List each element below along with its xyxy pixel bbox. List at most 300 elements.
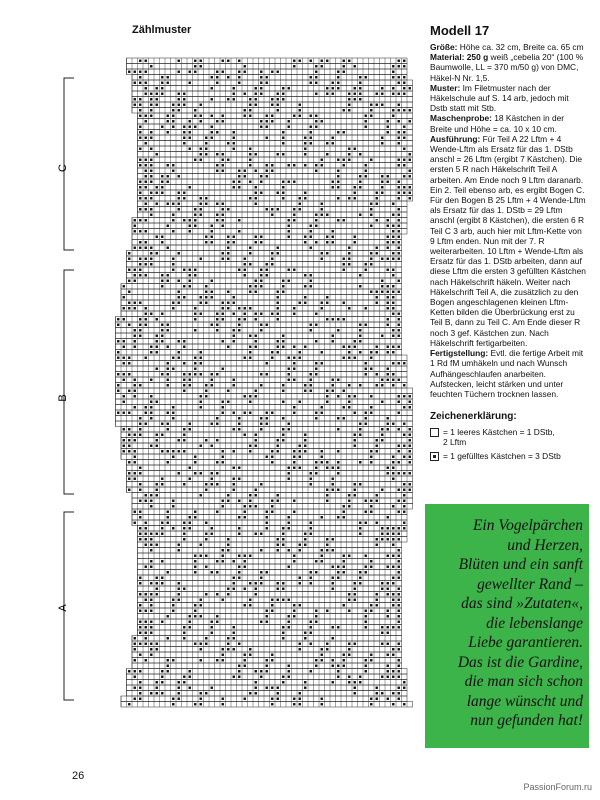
filled-cell	[233, 450, 235, 452]
filled-cell	[403, 192, 405, 194]
filled-cell	[392, 346, 394, 348]
filled-cell	[370, 203, 372, 205]
filled-cell	[178, 192, 180, 194]
filled-cell	[139, 126, 141, 128]
filled-cell	[178, 175, 180, 177]
filled-cell	[260, 269, 262, 271]
filled-cell	[194, 214, 196, 216]
filled-cell	[150, 137, 152, 139]
filled-cell	[348, 357, 350, 359]
filled-cell	[189, 274, 191, 276]
filled-cell	[398, 181, 400, 183]
filled-cell	[167, 225, 169, 227]
filled-cell	[398, 395, 400, 397]
filled-cell	[167, 203, 169, 205]
filled-cell	[409, 170, 411, 172]
filled-cell	[205, 395, 207, 397]
filled-cell	[123, 379, 125, 381]
filled-cell	[244, 318, 246, 320]
filled-cell	[348, 153, 350, 155]
filled-cell	[189, 137, 191, 139]
filled-cell	[205, 384, 207, 386]
filled-cell	[282, 439, 284, 441]
filled-cell	[172, 258, 174, 260]
filled-cell	[134, 395, 136, 397]
filled-cell	[409, 87, 411, 89]
filled-cell	[200, 302, 202, 304]
filled-cell	[381, 379, 383, 381]
filled-cell	[211, 296, 213, 298]
filled-cell	[310, 137, 312, 139]
filled-cell	[387, 379, 389, 381]
filled-cell	[299, 104, 301, 106]
filled-cell	[365, 423, 367, 425]
filled-cell	[293, 362, 295, 364]
filled-cell	[211, 98, 213, 100]
filled-cell	[161, 423, 163, 425]
filled-cell	[288, 230, 290, 232]
filled-cell	[183, 93, 185, 95]
filled-cell	[332, 390, 334, 392]
filled-cell	[409, 197, 411, 199]
filled-cell	[282, 401, 284, 403]
grid-row	[121, 443, 413, 449]
filled-cell	[183, 219, 185, 221]
filled-cell	[359, 186, 361, 188]
filled-cell	[376, 302, 378, 304]
filled-cell	[200, 313, 202, 315]
filled-cell	[359, 93, 361, 95]
filled-cell	[189, 230, 191, 232]
filled-cell	[321, 159, 323, 161]
filled-cell	[398, 379, 400, 381]
filled-cell	[117, 324, 119, 326]
filled-cell	[150, 197, 152, 199]
grid-row	[132, 245, 402, 251]
filled-cell	[343, 258, 345, 260]
filled-cell	[211, 126, 213, 128]
filled-cell	[233, 428, 235, 430]
filled-cell	[381, 439, 383, 441]
filled-cell	[227, 346, 229, 348]
filled-cell	[315, 368, 317, 370]
filled-cell	[150, 208, 152, 210]
filled-cell	[139, 335, 141, 337]
filled-cell	[359, 423, 361, 425]
filled-cell	[332, 241, 334, 243]
filled-cell	[398, 208, 400, 210]
filled-cell	[348, 384, 350, 386]
filled-cell	[139, 302, 141, 304]
filled-cell	[145, 423, 147, 425]
filled-cell	[403, 395, 405, 397]
filled-cell	[293, 208, 295, 210]
filled-cell	[139, 71, 141, 73]
filled-cell	[315, 93, 317, 95]
filled-cell	[233, 148, 235, 150]
filled-cell	[370, 357, 372, 359]
grid-row	[121, 289, 402, 295]
filled-cell	[139, 318, 141, 320]
filled-cell	[172, 412, 174, 414]
filled-cell	[392, 109, 394, 111]
filled-cell	[189, 428, 191, 430]
filled-cell	[139, 241, 141, 243]
grid-row	[132, 86, 413, 92]
filled-cell	[200, 214, 202, 216]
filled-cell	[387, 428, 389, 430]
filled-cell	[304, 274, 306, 276]
filled-cell	[376, 450, 378, 452]
filled-cell	[145, 307, 147, 309]
filled-cell	[299, 203, 301, 205]
filled-cell	[282, 434, 284, 436]
filled-cell	[150, 214, 152, 216]
filled-cell	[167, 76, 169, 78]
filled-cell	[134, 346, 136, 348]
filled-cell	[260, 423, 262, 425]
filled-cell	[139, 274, 141, 276]
filled-cell	[387, 225, 389, 227]
filled-cell	[222, 159, 224, 161]
filled-cell	[387, 318, 389, 320]
filled-cell	[376, 296, 378, 298]
grid-row	[132, 80, 413, 86]
filled-cell	[277, 247, 279, 249]
filled-cell	[332, 230, 334, 232]
filled-cell	[216, 313, 218, 315]
filled-cell	[249, 247, 251, 249]
filled-cell	[222, 203, 224, 205]
grid-row	[116, 355, 408, 361]
filled-cell	[398, 230, 400, 232]
filled-cell	[139, 384, 141, 386]
filled-cell	[315, 164, 317, 166]
filled-cell	[167, 247, 169, 249]
filled-cell	[381, 434, 383, 436]
filled-cell	[266, 324, 268, 326]
filled-cell	[403, 423, 405, 425]
filled-cell	[216, 131, 218, 133]
filled-cell	[145, 93, 147, 95]
filled-cell	[337, 76, 339, 78]
filled-cell	[134, 247, 136, 249]
filled-cell	[381, 401, 383, 403]
filled-cell	[249, 159, 251, 161]
filled-cell	[134, 280, 136, 282]
filled-cell	[117, 390, 119, 392]
filled-cell	[172, 104, 174, 106]
filled-cell	[211, 445, 213, 447]
filled-cell	[321, 456, 323, 458]
filled-cell	[211, 137, 213, 139]
filled-cell	[260, 274, 262, 276]
filled-cell	[222, 401, 224, 403]
filled-cell	[370, 109, 372, 111]
filled-cell	[293, 181, 295, 183]
filled-cell	[337, 175, 339, 177]
filled-cell	[211, 324, 213, 326]
filled-cell	[376, 247, 378, 249]
grid-row	[121, 300, 402, 306]
filled-cell	[216, 324, 218, 326]
filled-cell	[156, 335, 158, 337]
filled-cell	[376, 192, 378, 194]
filled-cell	[403, 164, 405, 166]
filled-cell	[139, 164, 141, 166]
filled-cell	[222, 115, 224, 117]
filled-cell	[381, 93, 383, 95]
filled-cell	[271, 412, 273, 414]
filled-cell	[244, 65, 246, 67]
filled-cell	[403, 109, 405, 111]
filled-cell	[244, 115, 246, 117]
filled-cell	[348, 93, 350, 95]
filled-cell	[398, 109, 400, 111]
filled-cell	[365, 120, 367, 122]
filled-cell	[392, 423, 394, 425]
filled-cell	[398, 247, 400, 249]
filled-cell	[233, 142, 235, 144]
filled-cell	[172, 307, 174, 309]
filled-cell	[370, 351, 372, 353]
filled-cell	[288, 428, 290, 430]
filled-cell	[134, 225, 136, 227]
filled-cell	[161, 329, 163, 331]
filled-cell	[216, 214, 218, 216]
filled-cell	[398, 164, 400, 166]
filled-cell	[150, 159, 152, 161]
filled-cell	[194, 357, 196, 359]
filled-cell	[216, 71, 218, 73]
filled-cell	[337, 219, 339, 221]
filled-cell	[211, 230, 213, 232]
filled-cell	[409, 434, 411, 436]
filled-cell	[271, 164, 273, 166]
filled-cell	[189, 71, 191, 73]
filled-cell	[134, 329, 136, 331]
filled-cell	[343, 417, 345, 419]
filled-cell	[200, 296, 202, 298]
filled-cell	[398, 76, 400, 78]
filled-cell	[145, 313, 147, 315]
filled-cell	[189, 373, 191, 375]
filled-cell	[156, 318, 158, 320]
filled-cell	[409, 175, 411, 177]
filled-cell	[172, 406, 174, 408]
filled-cell	[409, 120, 411, 122]
filled-cell	[200, 258, 202, 260]
filled-cell	[238, 170, 240, 172]
filled-cell	[398, 214, 400, 216]
filled-cell	[381, 192, 383, 194]
filled-cell	[315, 82, 317, 84]
filled-cell	[299, 357, 301, 359]
filled-cell	[282, 131, 284, 133]
filled-cell	[299, 456, 301, 458]
filled-cell	[321, 351, 323, 353]
filled-cell	[370, 395, 372, 397]
filled-cell	[343, 269, 345, 271]
filled-cell	[161, 313, 163, 315]
filled-cell	[409, 450, 411, 452]
filled-cell	[200, 148, 202, 150]
filled-cell	[359, 98, 361, 100]
filled-cell	[134, 82, 136, 84]
filled-cell	[365, 412, 367, 414]
filled-cell	[260, 280, 262, 282]
filled-cell	[260, 384, 262, 386]
filled-cell	[194, 126, 196, 128]
filled-cell	[288, 357, 290, 359]
filled-cell	[299, 197, 301, 199]
filled-cell	[139, 60, 141, 62]
filled-cell	[161, 186, 163, 188]
filled-cell	[222, 208, 224, 210]
filled-cell	[123, 445, 125, 447]
filled-cell	[233, 384, 235, 386]
filled-cell	[238, 76, 240, 78]
filled-cell	[348, 258, 350, 260]
filled-cell	[233, 93, 235, 95]
filled-cell	[365, 164, 367, 166]
filled-cell	[409, 395, 411, 397]
filled-cell	[403, 175, 405, 177]
filled-cell	[233, 379, 235, 381]
filled-cell	[134, 439, 136, 441]
filled-cell	[194, 368, 196, 370]
filled-cell	[293, 115, 295, 117]
filled-cell	[255, 390, 257, 392]
filled-cell	[354, 340, 356, 342]
filled-cell	[172, 219, 174, 221]
filled-cell	[233, 131, 235, 133]
filled-cell	[134, 390, 136, 392]
filled-cell	[365, 126, 367, 128]
filled-cell	[249, 98, 251, 100]
filled-cell	[139, 428, 141, 430]
filled-cell	[145, 60, 147, 62]
filled-cell	[156, 203, 158, 205]
filled-cell	[370, 291, 372, 293]
filled-cell	[266, 164, 268, 166]
filled-cell	[178, 340, 180, 342]
filled-cell	[172, 269, 174, 271]
filled-cell	[315, 65, 317, 67]
filled-cell	[381, 87, 383, 89]
filled-cell	[271, 120, 273, 122]
filled-cell	[123, 450, 125, 452]
filled-cell	[359, 384, 361, 386]
filled-cell	[348, 401, 350, 403]
filled-cell	[200, 159, 202, 161]
filled-cell	[216, 318, 218, 320]
filled-cell	[282, 197, 284, 199]
filled-cell	[238, 307, 240, 309]
filled-cell	[161, 340, 163, 342]
filled-cell	[255, 280, 257, 282]
filled-cell	[277, 346, 279, 348]
filled-cell	[200, 153, 202, 155]
filled-cell	[161, 87, 163, 89]
filled-cell	[238, 230, 240, 232]
filled-cell	[392, 313, 394, 315]
filled-cell	[183, 131, 185, 133]
filled-cell	[277, 291, 279, 293]
filled-cell	[299, 208, 301, 210]
filled-cell	[370, 263, 372, 265]
filled-cell	[189, 269, 191, 271]
filled-cell	[403, 93, 405, 95]
filled-cell	[337, 87, 339, 89]
filled-cell	[403, 76, 405, 78]
filled-cell	[376, 104, 378, 106]
filled-cell	[134, 274, 136, 276]
filled-cell	[139, 82, 141, 84]
filled-cell	[310, 142, 312, 144]
filled-cell	[299, 60, 301, 62]
filled-cell	[172, 164, 174, 166]
filled-cell	[310, 384, 312, 386]
filled-cell	[403, 82, 405, 84]
filled-cell	[145, 120, 147, 122]
filled-cell	[249, 285, 251, 287]
filled-cell	[233, 241, 235, 243]
filled-cell	[398, 219, 400, 221]
filled-cell	[398, 428, 400, 430]
filled-cell	[139, 329, 141, 331]
filled-cell	[222, 258, 224, 260]
filled-cell	[255, 236, 257, 238]
filled-cell	[337, 159, 339, 161]
filled-cell	[392, 335, 394, 337]
filled-cell	[222, 219, 224, 221]
filled-cell	[304, 445, 306, 447]
filled-cell	[310, 247, 312, 249]
filled-cell	[326, 395, 328, 397]
filled-cell	[359, 175, 361, 177]
filled-cell	[271, 104, 273, 106]
filled-cell	[211, 379, 213, 381]
filled-cell	[304, 192, 306, 194]
filled-cell	[326, 241, 328, 243]
filled-cell	[249, 252, 251, 254]
filled-cell	[354, 197, 356, 199]
filled-cell	[178, 450, 180, 452]
filled-cell	[387, 373, 389, 375]
filled-cell	[260, 87, 262, 89]
filled-cell	[172, 170, 174, 172]
filled-cell	[359, 153, 361, 155]
filled-cell	[392, 225, 394, 227]
filled-cell	[161, 126, 163, 128]
filled-cell	[315, 170, 317, 172]
filled-cell	[156, 252, 158, 254]
filled-cell	[354, 346, 356, 348]
filled-cell	[123, 439, 125, 441]
filled-cell	[266, 423, 268, 425]
filled-cell	[249, 153, 251, 155]
filled-cell	[200, 351, 202, 353]
filled-cell	[123, 428, 125, 430]
filled-cell	[343, 109, 345, 111]
filled-cell	[409, 456, 411, 458]
filled-cell	[167, 423, 169, 425]
filled-cell	[227, 307, 229, 309]
filled-cell	[260, 241, 262, 243]
filled-cell	[255, 241, 257, 243]
filled-cell	[392, 203, 394, 205]
